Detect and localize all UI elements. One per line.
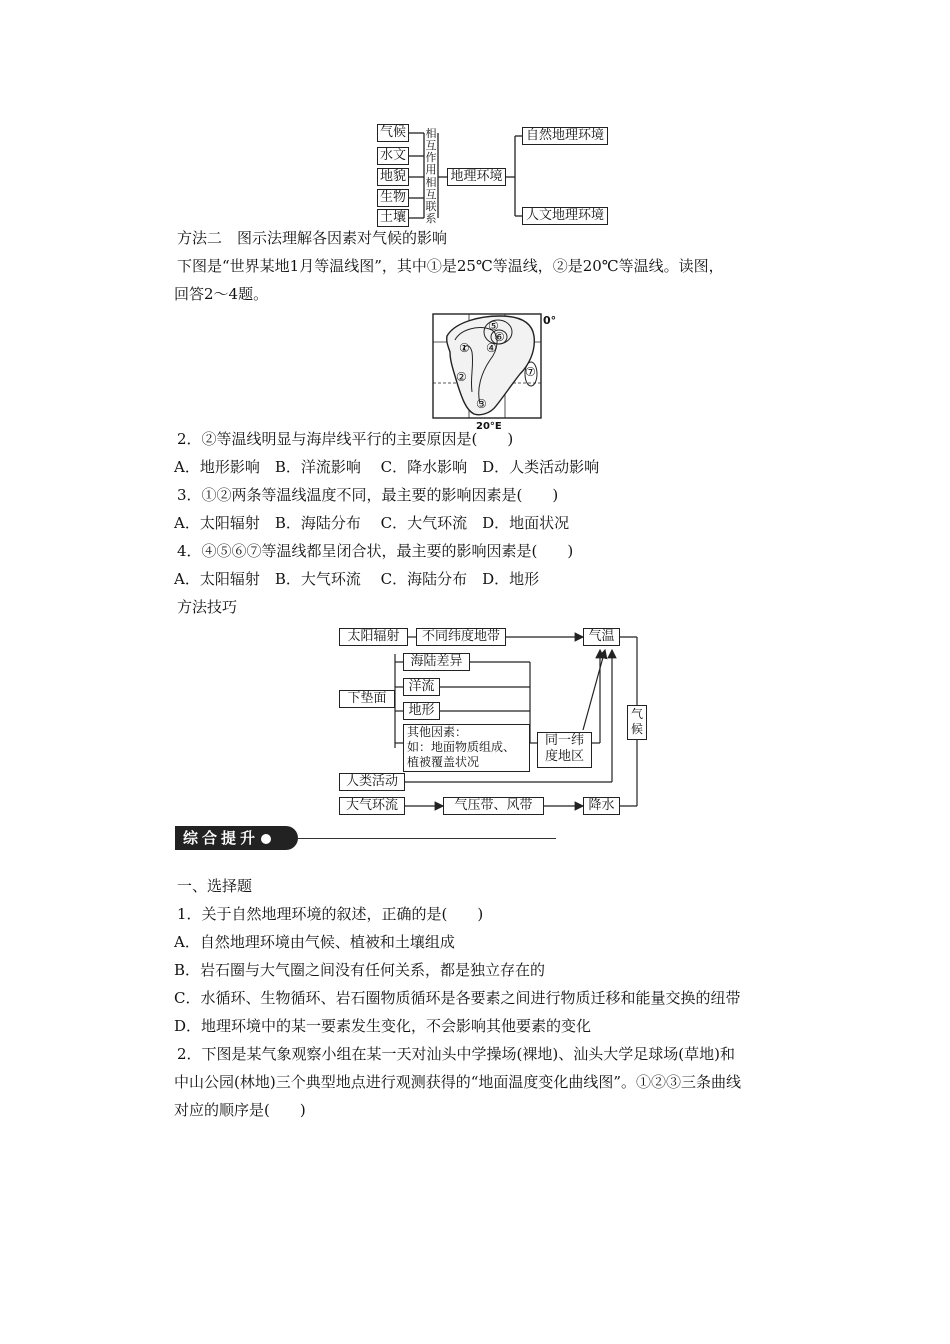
box-underlying-surface: 下垫面	[339, 690, 395, 708]
label-interaction: 相 互 作 用	[425, 127, 437, 176]
factor-box-hydrology: 水文	[377, 147, 409, 165]
p2-line-1: 2．下图是某气象观察小组在某一天对汕头中学操场(裸地)、汕头大学足球场(草地)和	[177, 1045, 735, 1063]
box-land-sea: 海陆差异	[403, 653, 470, 671]
box-pressure-wind-belt: 气压带、风带	[443, 797, 544, 815]
marker-6: ⑥	[494, 330, 505, 344]
box-natural-environment: 自然地理环境	[522, 127, 608, 145]
other-factors-line-1: 其他因素：	[407, 725, 468, 739]
banner-dot-icon	[261, 834, 271, 844]
q4-stem: 4．④⑤⑥⑦等温线都呈闭合状，最主要的影响因素是( )	[177, 542, 574, 560]
q2-stem: 2．②等温线明显与海岸线平行的主要原因是( )	[177, 430, 514, 448]
label-connection: 相 互 联 系	[425, 176, 437, 225]
banner-text: 综合提升	[183, 829, 260, 847]
factor-box-climate: 气候	[377, 124, 409, 142]
box-precipitation: 降水	[583, 797, 620, 815]
factor-box-biology: 生物	[377, 189, 409, 207]
p2-line-2: 中山公园(林地)三个典型地点进行观测获得的“地面温度变化曲线图”。①②③三条曲线	[174, 1073, 742, 1091]
q2-options: A．地形影响 B．洋流影响 C．降水影响 D．人类活动影响	[174, 458, 600, 476]
same-lat-line-2: 度地区	[544, 749, 584, 764]
p1-option-c: C．水循环、生物循环、岩石圈物质循环是各要素之间进行物质迁移和能量交换的纽带	[174, 989, 741, 1007]
marker-2: ②	[456, 370, 467, 384]
box-temperature: 气温	[583, 628, 620, 646]
intro-line-2: 回答2～4题。	[174, 285, 269, 303]
section-banner	[175, 826, 298, 850]
box-human-activity: 人类活动	[339, 773, 405, 791]
tips-title: 方法技巧	[177, 598, 238, 616]
p1-option-d: D．地理环境中的某一要素发生变化，不会影响其他要素的变化	[174, 1017, 592, 1035]
p1-stem: 1．关于自然地理环境的叙述，正确的是( )	[177, 905, 484, 923]
box-other-factors	[403, 724, 530, 772]
box-atmospheric-circulation: 大气环流	[339, 797, 405, 815]
lat-label: 0°	[543, 314, 557, 327]
center-box-geo-environment: 地理环境	[447, 168, 506, 186]
box-terrain: 地形	[403, 702, 440, 720]
box-human-environment: 人文地理环境	[522, 207, 608, 225]
p1-option-b: B．岩石圈与大气圈之间没有任何关系，都是独立存在的	[174, 961, 546, 979]
marker-3: ③	[476, 397, 487, 411]
intro-line-1: 下图是“世界某地1月等温线图”，其中①是25℃等温线，②是20℃等温线。读图，	[177, 257, 724, 275]
marker-4: ④	[486, 341, 497, 355]
q3-options: A．太阳辐射 B．海陆分布 C．大气环流 D．地面状况	[174, 514, 570, 532]
section-title: 一、选择题	[177, 877, 253, 895]
marker-1: ①	[459, 341, 470, 355]
box-latitude-zone: 不同纬度地带	[416, 628, 506, 646]
same-lat-line-1: 同一纬	[544, 733, 584, 748]
q4-options: A．太阳辐射 B．大气环流 C．海陆分布 D．地形	[174, 570, 540, 588]
p2-line-3: 对应的顺序是( )	[174, 1101, 306, 1119]
box-climate	[627, 705, 647, 740]
box-same-latitude	[537, 732, 592, 768]
box-ocean-current: 洋流	[403, 678, 440, 696]
banner-rule	[298, 838, 556, 839]
marker-5: ⑤	[488, 319, 499, 333]
other-factors-line-3: 植被覆盖状况	[407, 755, 480, 769]
marker-7: ⑦	[525, 365, 536, 379]
climate-text: 气候	[631, 707, 644, 736]
other-factors-line-2: 如：地面物质组成、	[407, 740, 516, 754]
factor-box-soil: 土壤	[377, 209, 409, 227]
method2-title: 方法二 图示法理解各因素对气候的影响	[177, 229, 448, 247]
lon-label: 20°E	[476, 421, 502, 432]
factor-box-landform: 地貌	[377, 168, 409, 186]
q3-stem: 3．①②两条等温线温度不同，最主要的影响因素是( )	[177, 486, 559, 504]
box-solar-radiation: 太阳辐射	[339, 628, 408, 646]
p1-option-a: A．自然地理环境由气候、植被和土壤组成	[174, 933, 455, 951]
